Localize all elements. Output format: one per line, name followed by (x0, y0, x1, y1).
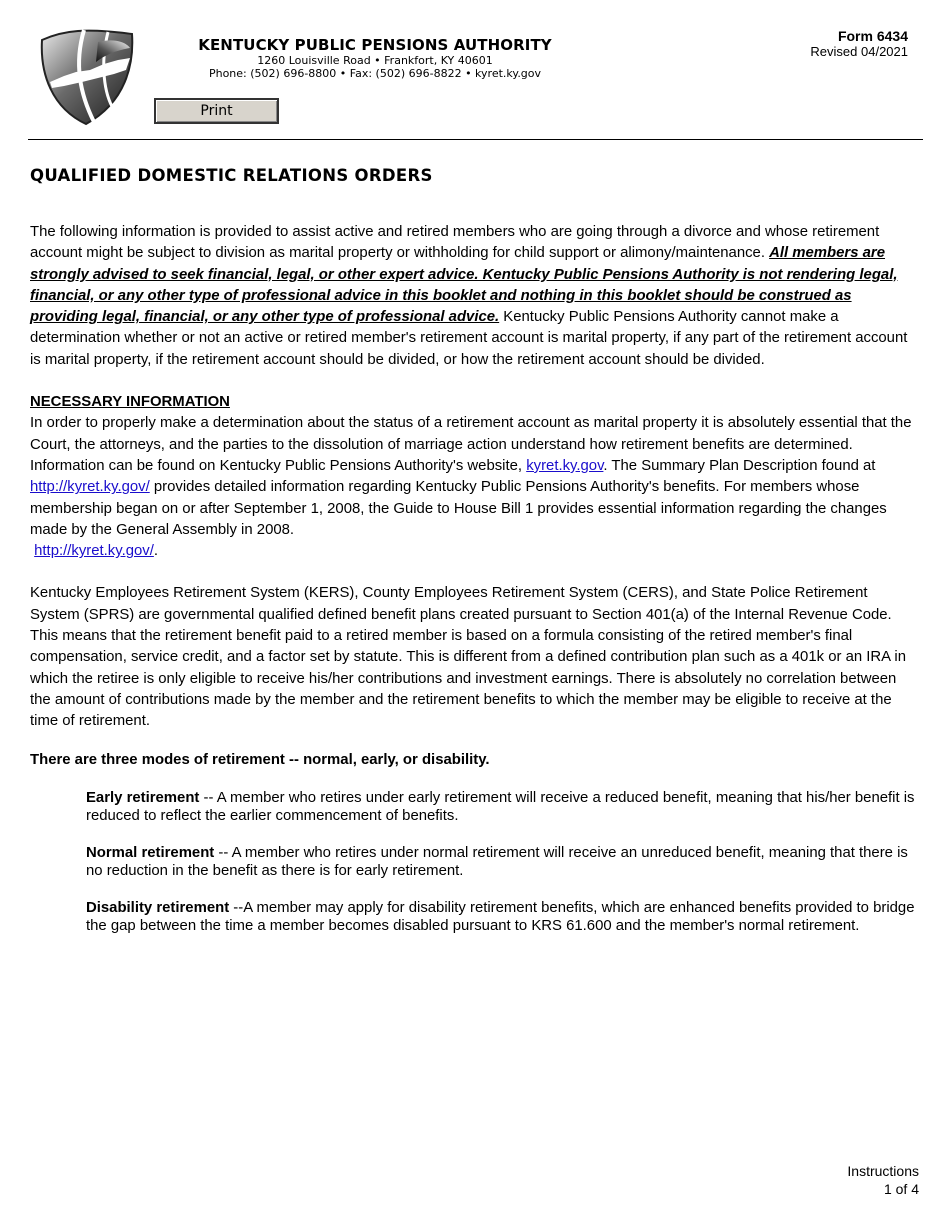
organization-header (170, 36, 580, 80)
page-footer (847, 1162, 919, 1198)
form-info (810, 28, 908, 59)
mode-text: --A member may apply for disability retirement benefits, which are enhanced benefits provided to bridge the gap between the time a member becomes disabled pursuant to KRS 61.600 and the member's normal retirement. (86, 899, 915, 935)
intro-text-continued: Kentucky Public Pensions Authority cannot make a determination whether or not an active or retired member's retirement account is marital property, if any part of the retirement account is marital property, if the retirement account should be divided, or how the retirement account should be divided. (30, 309, 908, 368)
header-divider (28, 139, 923, 140)
form-number: Form 6434 (837, 28, 908, 44)
normal-retirement-item (86, 844, 916, 881)
mode-text: -- A member who retires under normal retirement will receive an unreduced benefit, meaning that there is no reduction in the benefit as there is for early retirement. (86, 844, 908, 880)
early-retirement-item (86, 789, 916, 826)
retirement-modes-heading: There are three modes of retirement -- normal, early, or disability. (30, 751, 490, 768)
mode-label: Normal retirement (86, 844, 215, 861)
intro-paragraph (30, 222, 916, 371)
mode-text: -- A member who retires under early retirement will receive a reduced benefit, meaning that his/her benefit is reduced to reflect the earlier commencement of benefits. (86, 789, 915, 825)
intro-text: The following information is provided to assist active and retired members who are going through a divorce and whose retirement account might be subject to division as marital property or withholding for child support or alimony/maintenance. (30, 224, 880, 262)
footer-section: Instructions (847, 1163, 919, 1179)
document-body (30, 222, 916, 936)
retirement-systems-paragraph: Kentucky Employees Retirement System (KERS), County Employees Retirement System (CERS), and State Police Retirement System (SPRS) are governmental qualified defined benefit plans created pursuant to Section 401(a) of the Internal Revenue Code. This means that the retirement benefit paid to a retired member is based on a formula consisting of the retired member's final compensation, service credit, and a factor set by statute. This is different from a defined contribution plan such as a 401k or an IRA in which the retiree is only eligible to receive his/her contributions and investment earnings. There is absolutely no correlation between the amount of contributions made by the member and the retirement benefits to which the member may be eligible to receive at the time of retirement. (30, 585, 906, 730)
mode-label: Early retirement (86, 789, 200, 806)
page-number: 1 of 4 (883, 1181, 919, 1197)
house-bill-guide-link[interactable]: http://kyret.ky.gov/ (34, 543, 154, 560)
necessary-information-paragraph (30, 413, 916, 562)
disability-retirement-item (86, 899, 916, 936)
print-button[interactable]: Print (154, 98, 279, 124)
necessary-text: . (153, 543, 159, 560)
mode-label: Disability retirement (86, 899, 230, 916)
necessary-text: In order to properly make a determination about the status of a retirement account as marital property it is absolutely essential that the Court, the attorneys, and the parties to the dissolution of marriage action understand how retirement benefits are determined. Information can be found on Kentucky Public Pensions Authority's website, (30, 415, 912, 474)
kppa-shield-logo-icon (34, 24, 138, 128)
summary-plan-link[interactable]: http://kyret.ky.gov/ (30, 479, 150, 496)
organization-contact: Phone: (502) 696-8800 • Fax: (502) 696-8822 • kyret.ky.gov (208, 67, 542, 80)
page-title: QUALIFIED DOMESTIC RELATIONS ORDERS (30, 166, 433, 185)
necessary-text: . The Summary Plan Description found at (603, 457, 876, 474)
necessary-text: provides detailed information regarding Kentucky Public Pensions Authority's benefits. For members whose membership began on or after September 1, 2008, the Guide to House Bill 1 provides essential information regarding the changes made by the General Assembly in 2008. (30, 479, 887, 538)
organization-name: KENTUCKY PUBLIC PENSIONS AUTHORITY (198, 36, 552, 54)
organization-address: 1260 Louisville Road • Frankfort, KY 40601 (257, 54, 493, 67)
revision-date: Revised 04/2021 (810, 44, 908, 59)
necessary-information-heading: NECESSARY INFORMATION (30, 394, 230, 411)
advice-warning: All members are strongly advised to seek financial, legal, or other expert advice. Kentucky Public Pensions Authority is not rendering legal, financial, or any other type of professional advice in this booklet and nothing in this booklet should be construed as providing legal, financial, or any other type of professional advice. (30, 245, 898, 326)
kyret-website-link[interactable]: kyret.ky.gov (526, 457, 604, 474)
